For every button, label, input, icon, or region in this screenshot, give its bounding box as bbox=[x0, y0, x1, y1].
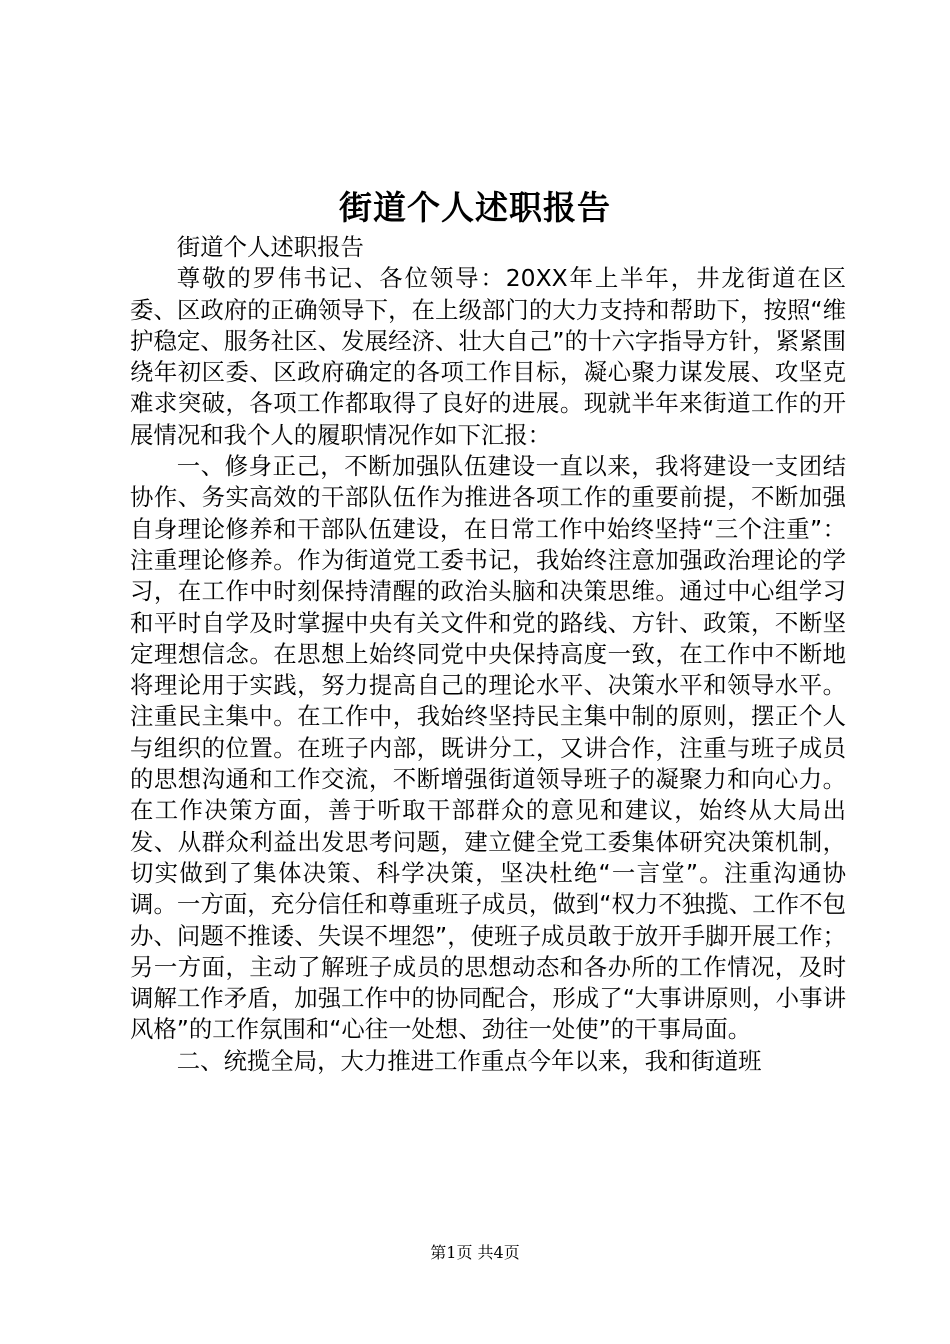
paragraph-section-one: 一、修身正己，不断加强队伍建设一直以来，我将建设一支团结协作、务实高效的干部队伍作为推进各项工作的重要前提，不断加强自身理论修养和干部队伍建设，在日常工作中始终坚持“三个注重”：注重理论修养。作为街道党工委书记，我始终注意加强政治理论的学习，在工作中时刻保持清醒的政治头脑和决策思维。通过中心组学习和平时自学及时掌握中央有关文件和党的路线、方针、政策，不断坚定理想信念。在思想上始终同党中央保持高度一致，在工作中不断地将理论用于实践，努力提高自己的理论水平、决策水平和领导水平。注重民主集中。在工作中，我始终坚持民主集中制的原则，摆正个人与组织的位置。在班子内部，既讲分工，又讲合作，注重与班子成员的思想沟通和工作交流，不断增强街道领导班子的凝聚力和向心力。在工作决策方面，善于听取干部群众的意见和建议，始终从大局出发、从群众利益出发思考问题，建立健全党工委集体研究决策机制，切实做到了集体决策、科学决策，坚决杜绝“一言堂”。注重沟通协调。一方面，充分信任和尊重班子成员，做到“权力不独揽、工作不包办、问题不推诿、失误不埋怨”，使班子成员敢于放开手脚开展工作；另一方面，主动了解班子成员的思想动态和各办所的工作情况，及时调解工作矛盾，加强工作中的协同配合，形成了“大事讲原则，小事讲风格”的工作氛围和“心往一处想、劲往一处使”的干事局面。 bbox=[130, 452, 846, 1044]
paragraph-greeting: 尊敬的罗伟书记、各位领导：20XX年上半年，井龙街道在区委、区政府的正确领导下，在上级部门的大力支持和帮助下，按照“维护稳定、服务社区、发展经济、壮大自己”的十六字指导方针，紧紧围绕年初区委、区政府确定的各项工作目标，凝心聚力谋发展、攻坚克难求突破，各项工作都取得了良好的进展。现就半年来街道工作的开展情况和我个人的履职情况作如下汇报： bbox=[130, 264, 846, 449]
paragraph-subtitle: 街道个人述职报告 bbox=[176, 233, 364, 261]
page-number: 第1页 共4页 bbox=[430, 1243, 520, 1262]
document-title: 街道个人述职报告 bbox=[339, 188, 611, 227]
document-body bbox=[130, 232, 846, 1077]
paragraph-section-two: 二、统揽全局，大力推进工作重点今年以来，我和街道班 bbox=[176, 1046, 762, 1075]
